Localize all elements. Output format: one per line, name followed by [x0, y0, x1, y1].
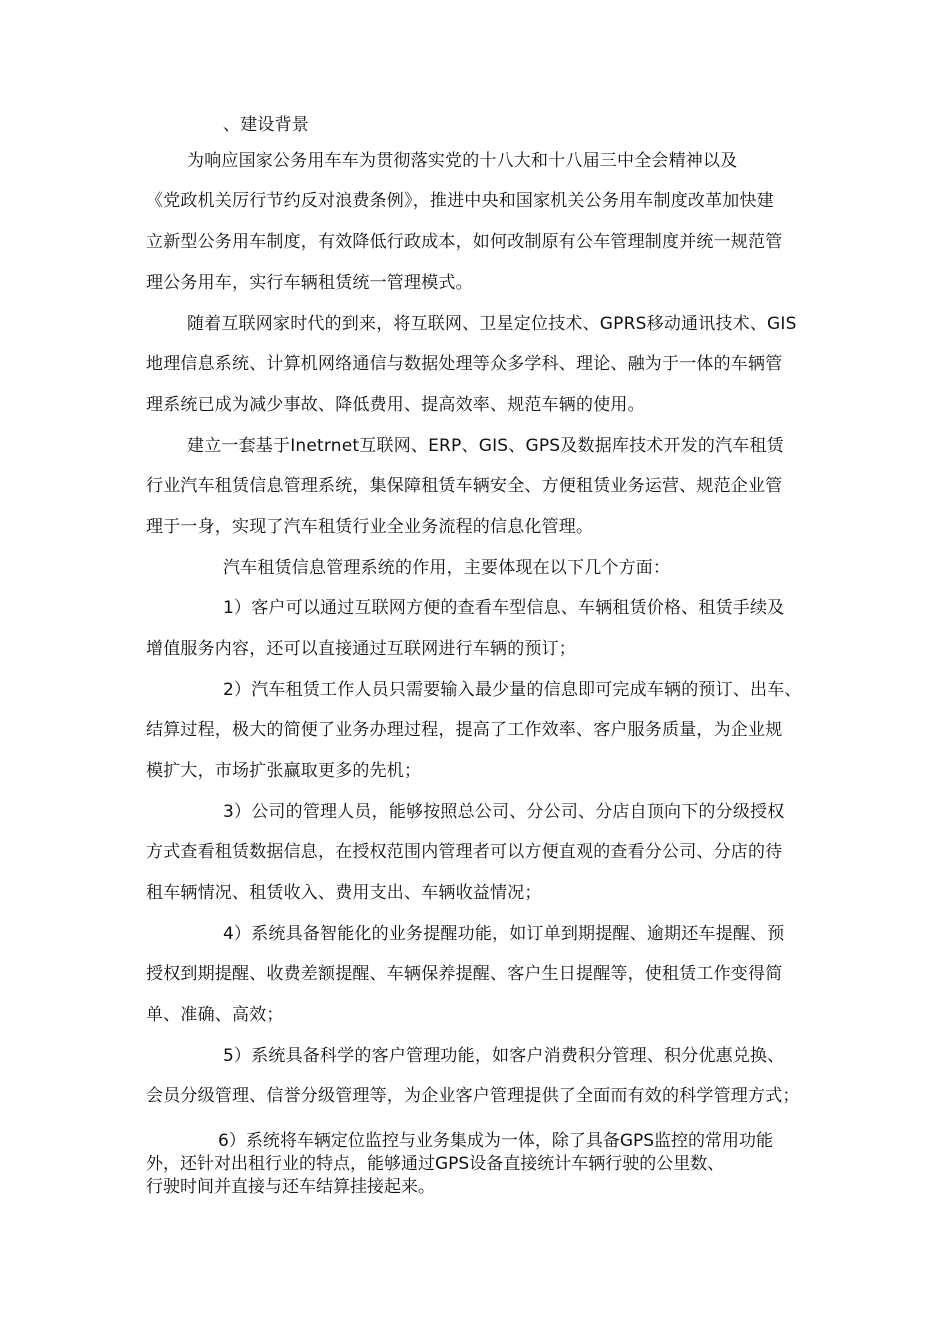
- item-5-line-2: 会员分级管理、信誉分级管理等，为企业客户管理提供了全面而有效的科学管理方式；: [146, 1086, 800, 1106]
- item-3-line-1: 3）公司的管理人员，能够按照总公司、分公司、分店自顶向下的分级授权: [223, 802, 785, 822]
- paragraph-1-line-2: 《党政机关厉行节约反对浪费条例》，推进中央和国家机关公务用车制度改革加快建: [146, 191, 774, 211]
- item-2-line-2: 结算过程，极大的简便了业务办理过程，提高了工作效率、客户服务质量，为企业规: [146, 720, 783, 740]
- paragraph-3-line-1: 建立一套基于Inetrnet互联网、ERP、GIS、GPS及数据库技术开发的汽车租赁: [187, 436, 784, 456]
- paragraph-2-line-3: 理系统已成为减少事故、降低费用、提高效率、规范车辆的使用。: [146, 395, 645, 415]
- section-heading: 、建设背景: [223, 115, 309, 135]
- item-2-line-3: 模扩大，市场扩张赢取更多的先机；: [146, 761, 422, 781]
- paragraph-3-line-2: 行业汽车租赁信息管理系统，集保障租赁车辆安全、方便租赁业务运营、规范企业管: [146, 476, 783, 496]
- paragraph-2-line-1: 随着互联网家时代的到来，将互联网、卫星定位技术、GPRS移动通讯技术、GIS: [187, 314, 797, 334]
- item-2-line-1: 2）汽车租赁工作人员只需要输入最少量的信息即可完成车辆的预订、出车、: [223, 680, 802, 700]
- item-3-line-3: 租车辆情况、租赁收入、费用支出、车辆收益情况；: [146, 883, 542, 903]
- item-1-line-1: 1）客户可以通过互联网方便的查看车型信息、车辆租赁价格、租赁手续及: [223, 598, 785, 618]
- item-6-block: [146, 1130, 806, 1199]
- paragraph-3-line-3: 理于一身，实现了汽车租赁行业全业务流程的信息化管理。: [146, 517, 594, 537]
- item-4-line-2: 授权到期提醒、收费差额提醒、车辆保养提醒、客户生日提醒等，使租赁工作变得简: [146, 964, 783, 984]
- paragraph-1-line-3: 立新型公务用车制度，有效降低行政成本，如何改制原有公车管理制度并统一规范管: [146, 232, 783, 252]
- item-5-line-1: 5）系统具备科学的客户管理功能，如客户消费积分管理、积分优惠兑换、: [223, 1046, 785, 1066]
- paragraph-1-line-1: 为响应国家公务用车车为贯彻落实党的十八大和十八届三中全会精神以及: [187, 151, 738, 171]
- item-1-line-2: 增值服务内容，还可以直接通过互联网进行车辆的预订；: [146, 639, 576, 659]
- item-6-line-3: 行驶时间并直接与还车结算挂接起来。: [146, 1177, 435, 1197]
- paragraph-1-line-4: 理公务用车，实行车辆租赁统一管理模式。: [146, 273, 473, 293]
- item-3-line-2: 方式查看租赁数据信息，在授权范围内管理者可以方便直观的查看分公司、分店的待: [146, 842, 783, 862]
- item-4-line-1: 4）系统具备智能化的业务提醒功能，如订单到期提醒、逾期还车提醒、预: [223, 924, 785, 944]
- item-4-line-3: 单、准确、高效；: [146, 1005, 284, 1025]
- item-6-line-2: 外，还针对出租行业的特点，能够通过GPS设备直接统计车辆行驶的公里数、: [146, 1154, 725, 1174]
- paragraph-2-line-2: 地理信息系统、计算机网络通信与数据处理等众多学科、理论、融为于一体的车辆管: [146, 354, 783, 374]
- paragraph-4-line-1: 汽车租赁信息管理系统的作用，主要体现在以下几个方面：: [223, 558, 671, 578]
- item-6-line-1: 6）系统将车辆定位监控与业务集成为一体，除了具备GPS监控的常用功能: [218, 1131, 774, 1151]
